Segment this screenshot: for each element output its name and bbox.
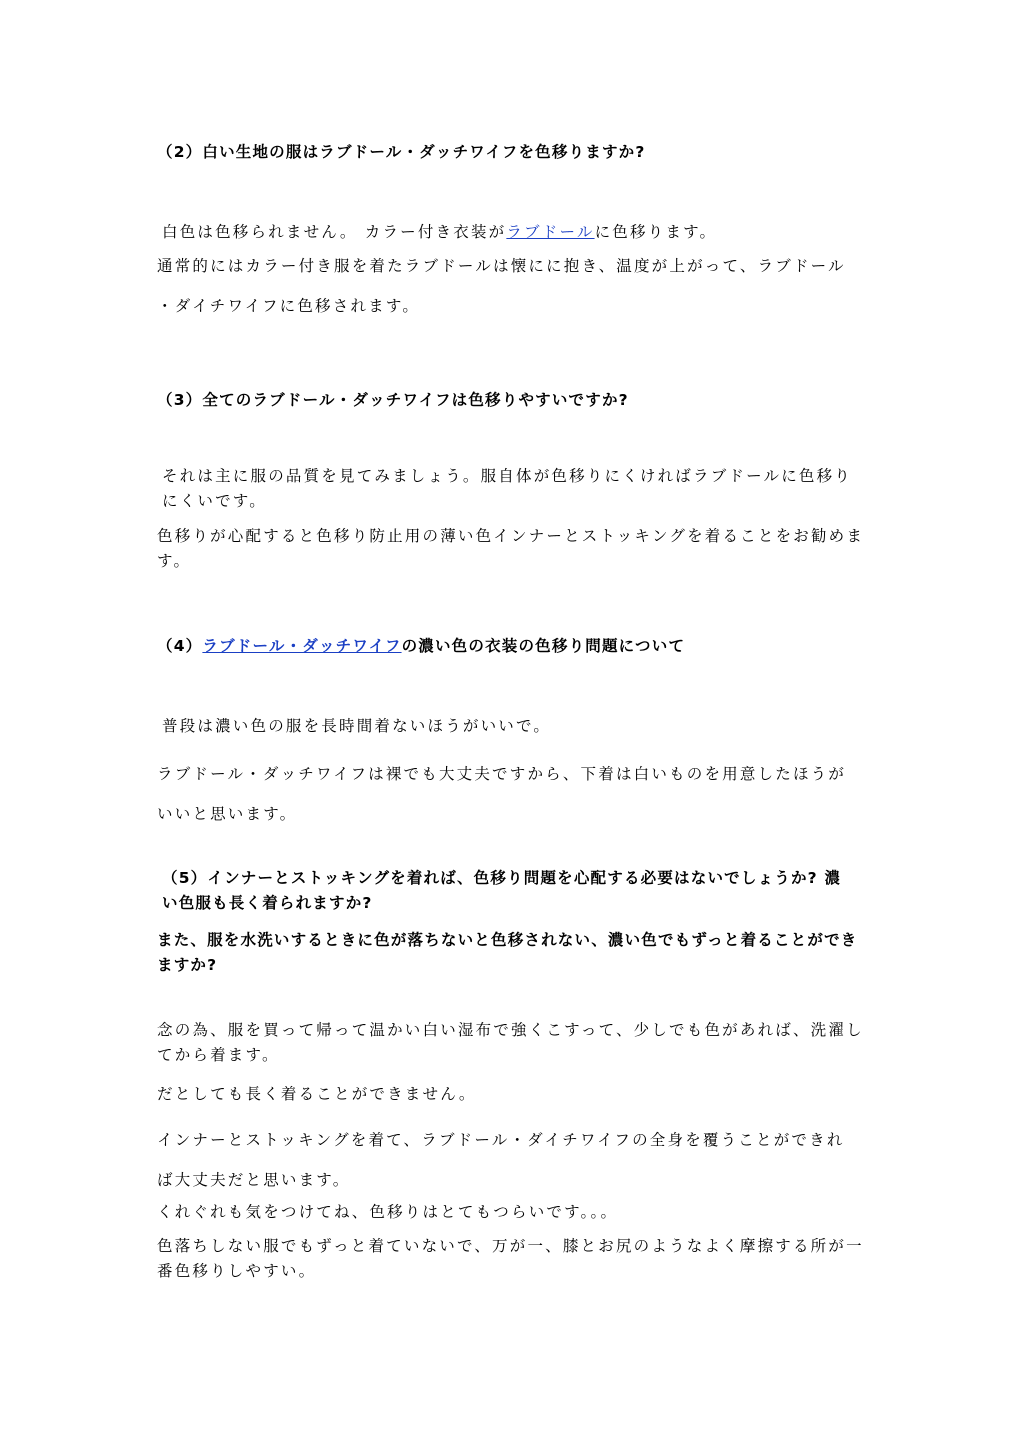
q2-answer-text-end: に色移ります。 [594, 223, 718, 241]
lovedoll-dutchwife-link[interactable]: ラブドール・ダッチワイフ [202, 637, 402, 655]
q4-heading [157, 634, 869, 656]
q3-answer-para1: それは主に服の品質を見てみましょう。服自体が色移りにくければラブドールに色移りにくいです。 [162, 467, 852, 510]
q5-heading-para2: また、服を水洗いするときに色が落ちないと色移されない、濃い色でもずっと着ることができますか? [157, 931, 858, 974]
q4-answer-line3: いいと思います。 [157, 805, 298, 823]
q3-answer-para2: 色移りが心配すると色移り防止用の薄い色インナーとストッキングを着ることをお勧めます。 [157, 527, 865, 570]
q3-heading: （3）全てのラブドール・ダッチワイフは色移りやすいですか? [157, 391, 629, 409]
q4-answer-line1: 普段は濃い色の服を長時間着ないほうがいいで。 [162, 717, 552, 735]
q5-answer-para2: だとしても長く着ることができません。 [157, 1085, 477, 1103]
q5-answer-para1: 念の為、服を買って帰って温かい白い湿布で強くこすって、少しでも色があれば、洗濯してから着ます。 [157, 1021, 864, 1064]
lovedoll-link[interactable]: ラブドール [506, 223, 595, 241]
q4-heading-number: （4） [157, 637, 203, 655]
q2-answer-text: 白色は色移られません。 カラー付き衣装が [162, 223, 507, 241]
q5-answer-para6: 色落ちしない服でもずっと着ていないで、万が一、膝とお尻のようなよく摩擦する所が一番色移りしやすい。 [157, 1237, 864, 1280]
q2-answer-line1 [162, 220, 874, 242]
q4-answer-line2: ラブドール・ダッチワイフは裸でも大丈夫ですから、下着は白いものを用意したほうが [157, 765, 847, 783]
q5-answer-para5: くれぐれも気をつけてね、色移りはとてもつらいです。。。 [157, 1203, 619, 1221]
q5-answer-para3: インナーとストッキングを着て、ラブドール・ダイチワイフの全身を覆うことができれ [157, 1131, 845, 1149]
q2-heading: （2）白い生地の服はラブドール・ダッチワイフを色移りますか? [157, 143, 646, 161]
q2-answer-line2: 通常的にはカラー付き服を着たラブドールは懐にに抱き、温度が上がって、ラブドール [157, 257, 846, 275]
q5-answer-para4: ば大丈夫だと思います。 [157, 1171, 351, 1189]
q5-heading-para1: （5）インナーとストッキングを着れば、色移り問題を心配する必要はないでしょうか? 濃い色服も長く着られますか? [162, 869, 842, 912]
q4-heading-text: の濃い色の衣装の色移り問題について [401, 637, 686, 655]
q2-answer-line3: ・ダイチワイフに色移されます。 [157, 297, 421, 315]
